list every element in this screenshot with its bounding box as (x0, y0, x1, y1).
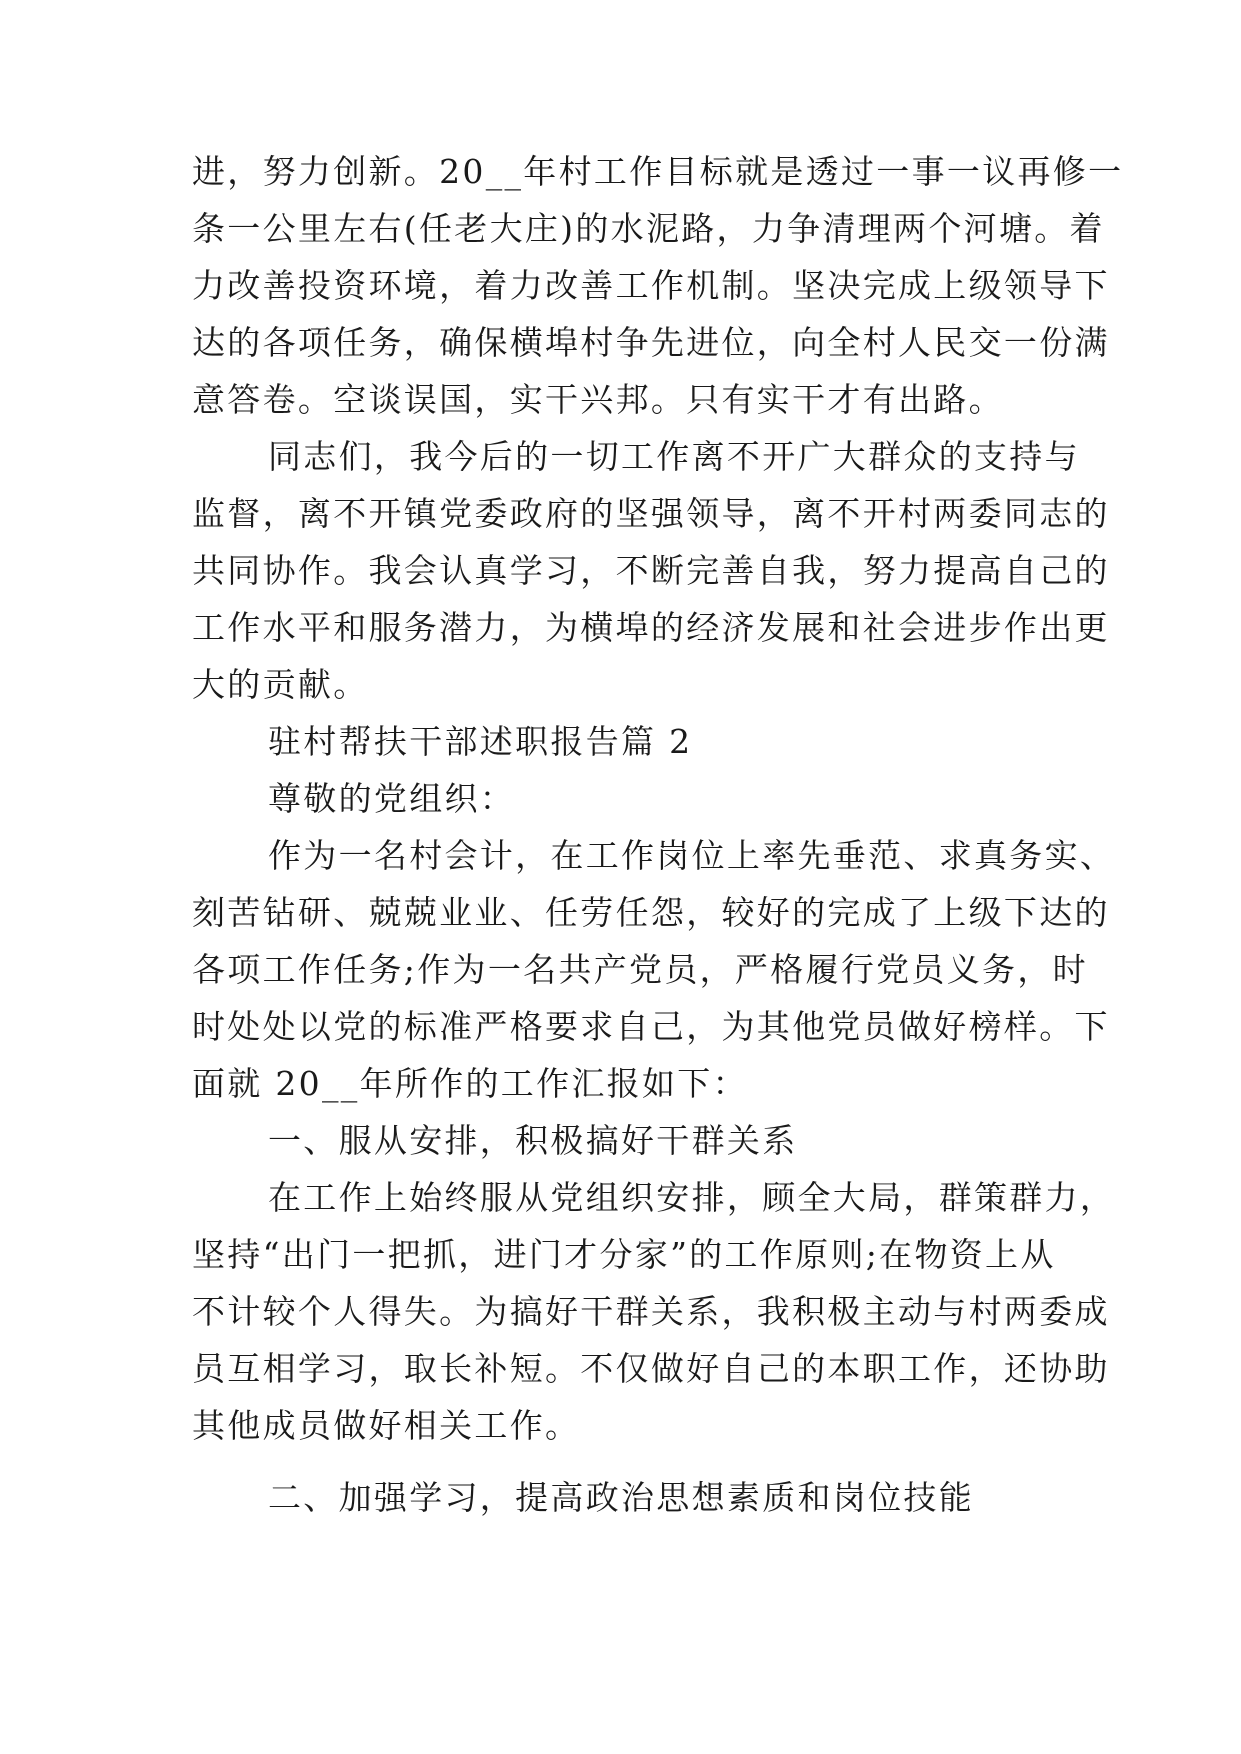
text-line: 意答卷。空谈误国，实干兴邦。只有实干才有出路。 (192, 380, 1004, 419)
paragraph-start: 作为一名村会计，在工作岗位上率先垂范、求真务实、 (268, 836, 1116, 875)
section-heading: 二、加强学习，提高政治思想素质和岗位技能 (268, 1478, 974, 1517)
text-line: 坚持“出门一把抓，进门才分家”的工作原则;在物资上从 (192, 1235, 1056, 1274)
text-line: 大的贡献。 (192, 665, 369, 704)
text-line: 员互相学习，取长补短。不仅做好自己的本职工作，还协助 (192, 1349, 1110, 1388)
text-line: 不计较个人得失。为搞好干群关系，我积极主动与村两委成 (192, 1292, 1110, 1331)
text-line: 其他成员做好相关工作。 (192, 1406, 581, 1445)
text-line: 条一公里左右(任老大庄)的水泥路，力争清理两个河塘。着 (192, 209, 1105, 248)
section-title: 驻村帮扶干部述职报告篇 2 (268, 722, 693, 761)
text-line: 力改善投资环境，着力改善工作机制。坚决完成上级领导下 (192, 266, 1110, 305)
text-line: 面就 20__年所作的工作汇报如下： (192, 1064, 748, 1103)
text-line: 监督，离不开镇党委政府的坚强领导，离不开村两委同志的 (192, 494, 1110, 533)
text-line: 工作水平和服务潜力，为横埠的经济发展和社会进步作出更 (192, 608, 1110, 647)
text-line: 进，努力创新。20__年村工作目标就是透过一事一议再修一 (192, 152, 1124, 191)
text-line: 各项工作任务;作为一名共产党员，严格履行党员义务，时 (192, 950, 1088, 989)
text-line: 共同协作。我会认真学习，不断完善自我，努力提高自己的 (192, 551, 1110, 590)
text-line: 刻苦钻研、兢兢业业、任劳任怨，较好的完成了上级下达的 (192, 893, 1110, 932)
section-heading: 一、服从安排，积极搞好干群关系 (268, 1121, 798, 1160)
paragraph-start: 在工作上始终服从党组织安排，顾全大局，群策群力， (268, 1178, 1116, 1217)
salutation: 尊敬的党组织： (268, 779, 516, 818)
text-line: 时处处以党的标准严格要求自己，为其他党员做好榜样。下 (192, 1007, 1110, 1046)
text-line: 达的各项任务，确保横埠村争先进位，向全村人民交一份满 (192, 323, 1110, 362)
paragraph-start: 同志们，我今后的一切工作离不开广大群众的支持与 (268, 437, 1080, 476)
